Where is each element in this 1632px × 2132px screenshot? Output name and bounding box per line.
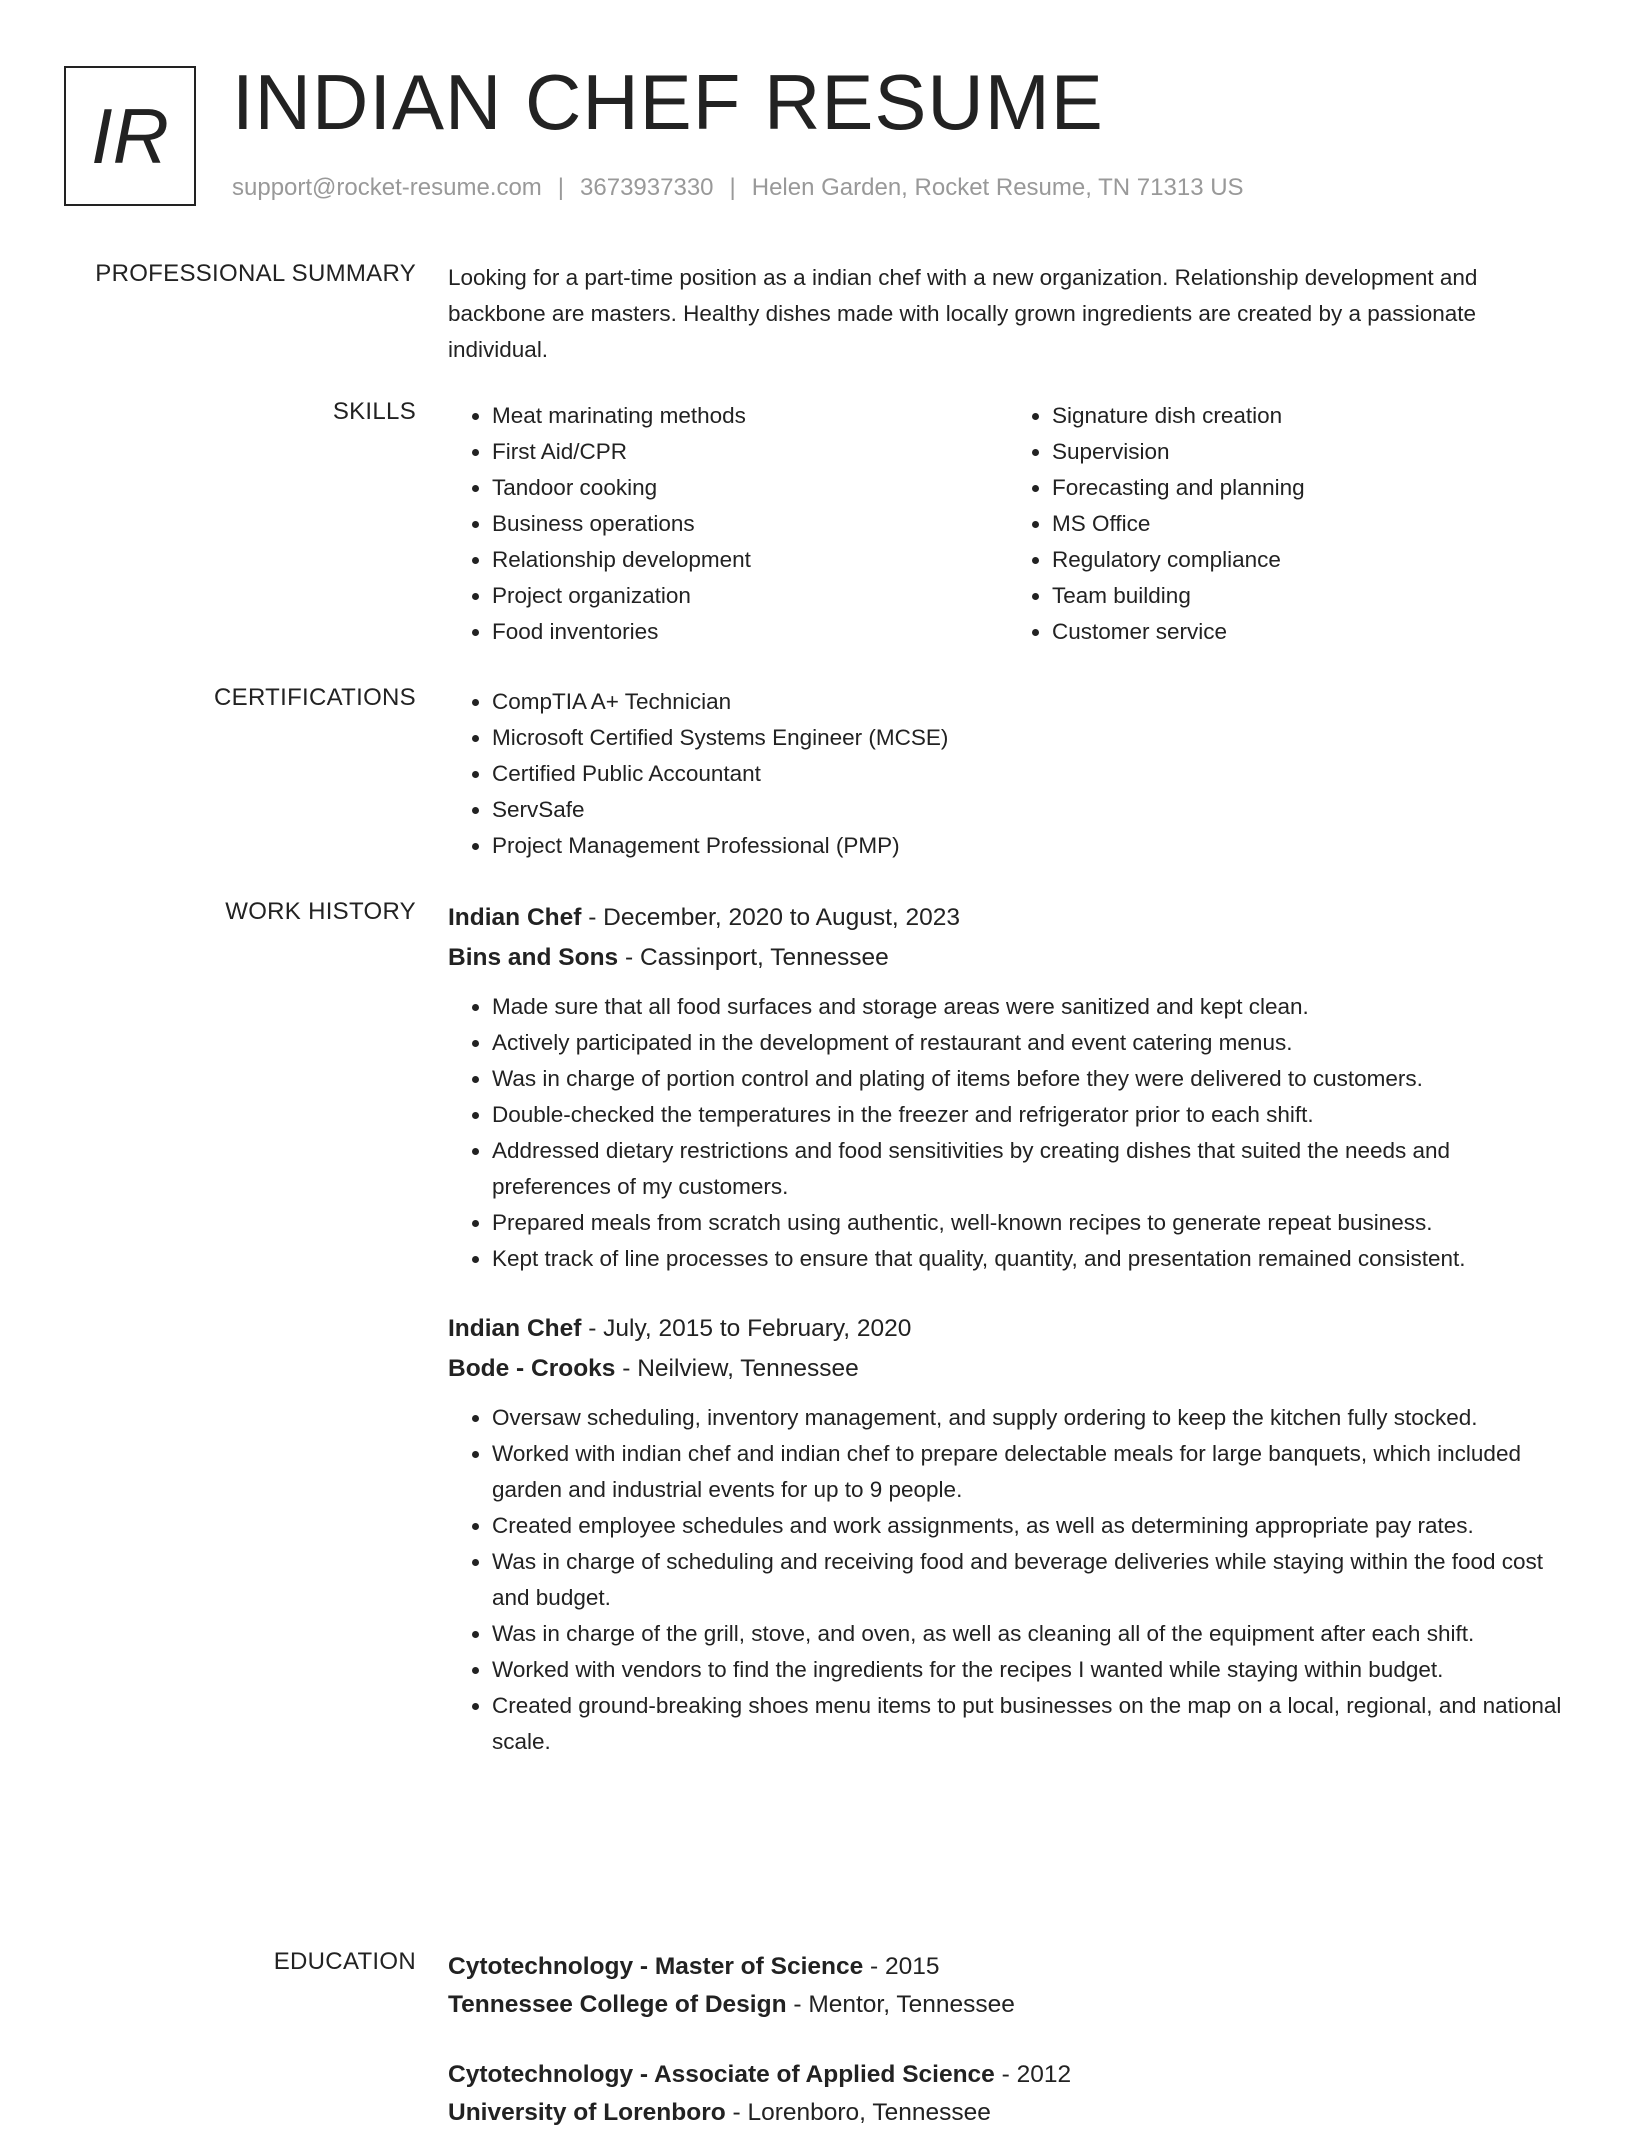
list-item: • ServSafe [492, 792, 1568, 828]
list-item: • Regulatory compliance [1052, 542, 1568, 578]
list-item: • Actively participated in the development of restaurant and event catering menus. [492, 1025, 1568, 1061]
list-item: • Prepared meals from scratch using authentic, well-known recipes to generate repeat business. [492, 1205, 1568, 1241]
education-degree-line [448, 2056, 1568, 2094]
job-title: Indian Chef [448, 904, 582, 931]
section-label-certifications: CERTIFICATIONS [214, 684, 416, 711]
education-degree: Cytotechnology - Associate of Applied Science [448, 2061, 995, 2088]
list-item: • Customer service [1052, 614, 1568, 650]
resume-title: INDIAN CHEF RESUME [232, 58, 1104, 146]
contact-line [232, 174, 1244, 202]
list-item: • Certified Public Accountant [492, 756, 1568, 792]
list-item: • Microsoft Certified Systems Engineer (MCSE) [492, 720, 1568, 756]
job-entry [448, 1309, 1568, 1760]
list-item: • Worked with indian chef and indian chef to prepare delectable meals for large banquets, which included garden and industrial events for up to 9 people. [492, 1436, 1568, 1508]
list-item: • Tandoor cooking [492, 470, 1008, 506]
job-dates: - July, 2015 to February, 2020 [581, 1315, 912, 1342]
education-school: Tennessee College of Design [448, 1991, 787, 2018]
list-item: • Made sure that all food surfaces and storage areas were sanitized and kept clean. [492, 989, 1568, 1025]
education-entry [448, 2056, 1568, 2132]
section-label-education: EDUCATION [273, 1948, 416, 1975]
education-year: - 2015 [863, 1953, 940, 1980]
list-item: • Supervision [1052, 434, 1568, 470]
list-item: • Was in charge of portion control and plating of items before they were delivered to customers. [492, 1061, 1568, 1097]
job-company: Bode - Crooks [448, 1355, 616, 1382]
job-dates: - December, 2020 to August, 2023 [581, 904, 961, 931]
job-company: Bins and Sons [448, 944, 619, 971]
education-degree-line [448, 1948, 1568, 1986]
list-item: • Created employee schedules and work assignments, as well as determining appropriate pay rates. [492, 1508, 1568, 1544]
section-label-summary: PROFESSIONAL SUMMARY [95, 260, 416, 287]
list-item: • Food inventories [492, 614, 1008, 650]
education-year: - 2012 [994, 2061, 1072, 2088]
education-location: - Lorenboro, Tennessee [725, 2099, 991, 2126]
monogram-badge: IR [64, 66, 196, 206]
certifications-body [448, 684, 1568, 864]
summary-text: Looking for a part-time position as a indian chef with a new organization. Relationship development and backbone are masters. Healthy dishes made with locally grown ingredients are created by a passionate individual. [448, 265, 1478, 362]
job-title-line [448, 1309, 1568, 1349]
list-item: • Signature dish creation [1052, 398, 1568, 434]
list-item: • Created ground-breaking shoes menu items to put businesses on the map on a local, regional, and national scale. [492, 1688, 1568, 1760]
education-school-line [448, 1986, 1568, 2024]
education-location: - Mentor, Tennessee [786, 1991, 1015, 2018]
job-company-line [448, 938, 1568, 978]
skills-body [448, 398, 1568, 650]
job-entry [448, 898, 1568, 1277]
list-item: • Forecasting and planning [1052, 470, 1568, 506]
list-item: • Was in charge of the grill, stove, and oven, as well as cleaning all of the equipment after each shift. [492, 1616, 1568, 1652]
list-item: • Addressed dietary restrictions and food sensitivities by creating dishes that suited the needs and preferences of my customers. [492, 1133, 1568, 1205]
contact-separator: | [729, 174, 736, 201]
section-label-work-history: WORK HISTORY [225, 898, 416, 925]
contact-separator: | [557, 174, 565, 201]
list-item: • Business operations [492, 506, 1008, 542]
job-location: - Neilview, Tennessee [615, 1355, 859, 1382]
section-label-skills: SKILLS [332, 398, 416, 425]
list-item: • Meat marinating methods [492, 398, 1008, 434]
list-item: • Double-checked the temperatures in the freezer and refrigerator prior to each shift. [492, 1097, 1568, 1133]
job-location: - Cassinport, Tennessee [618, 944, 889, 971]
job-bullets [448, 989, 1568, 1277]
job-bullets [448, 1400, 1568, 1760]
job-company-line [448, 1349, 1568, 1389]
list-item: • Worked with vendors to find the ingredients for the recipes I wanted while staying within budget. [492, 1652, 1568, 1688]
list-item: • Relationship development [492, 542, 1008, 578]
list-item: • CompTIA A+ Technician [492, 684, 1568, 720]
list-item: • Project organization [492, 578, 1008, 614]
contact-phone[interactable]: 3673937330 [580, 174, 714, 201]
list-item: • Was in charge of scheduling and receiving food and beverage deliveries while staying within the food cost and budget. [492, 1544, 1568, 1616]
education-school: University of Lorenboro [448, 2099, 726, 2126]
job-title: Indian Chef [448, 1315, 582, 1342]
list-item: • Team building [1052, 578, 1568, 614]
education-school-line [448, 2094, 1568, 2132]
list-item: • Oversaw scheduling, inventory management, and supply ordering to keep the kitchen fully stocked. [492, 1400, 1568, 1436]
list-item: • Project Management Professional (PMP) [492, 828, 1568, 864]
skills-list-left [448, 398, 1008, 650]
summary-body [448, 260, 1568, 368]
contact-address: Helen Garden, Rocket Resume, TN 71313 US [751, 174, 1244, 201]
list-item: • First Aid/CPR [492, 434, 1008, 470]
certifications-list [448, 684, 1568, 864]
work-history-body [448, 898, 1568, 1760]
education-degree: Cytotechnology - Master of Science [448, 1953, 864, 1980]
contact-email[interactable]: support@rocket-resume.com [232, 174, 542, 201]
list-item: • MS Office [1052, 506, 1568, 542]
job-title-line [448, 898, 1568, 938]
education-body [448, 1948, 1568, 2132]
skills-list-right [1008, 398, 1568, 650]
education-entry [448, 1948, 1568, 2024]
list-item: • Kept track of line processes to ensure that quality, quantity, and presentation remained consistent. [492, 1241, 1568, 1277]
